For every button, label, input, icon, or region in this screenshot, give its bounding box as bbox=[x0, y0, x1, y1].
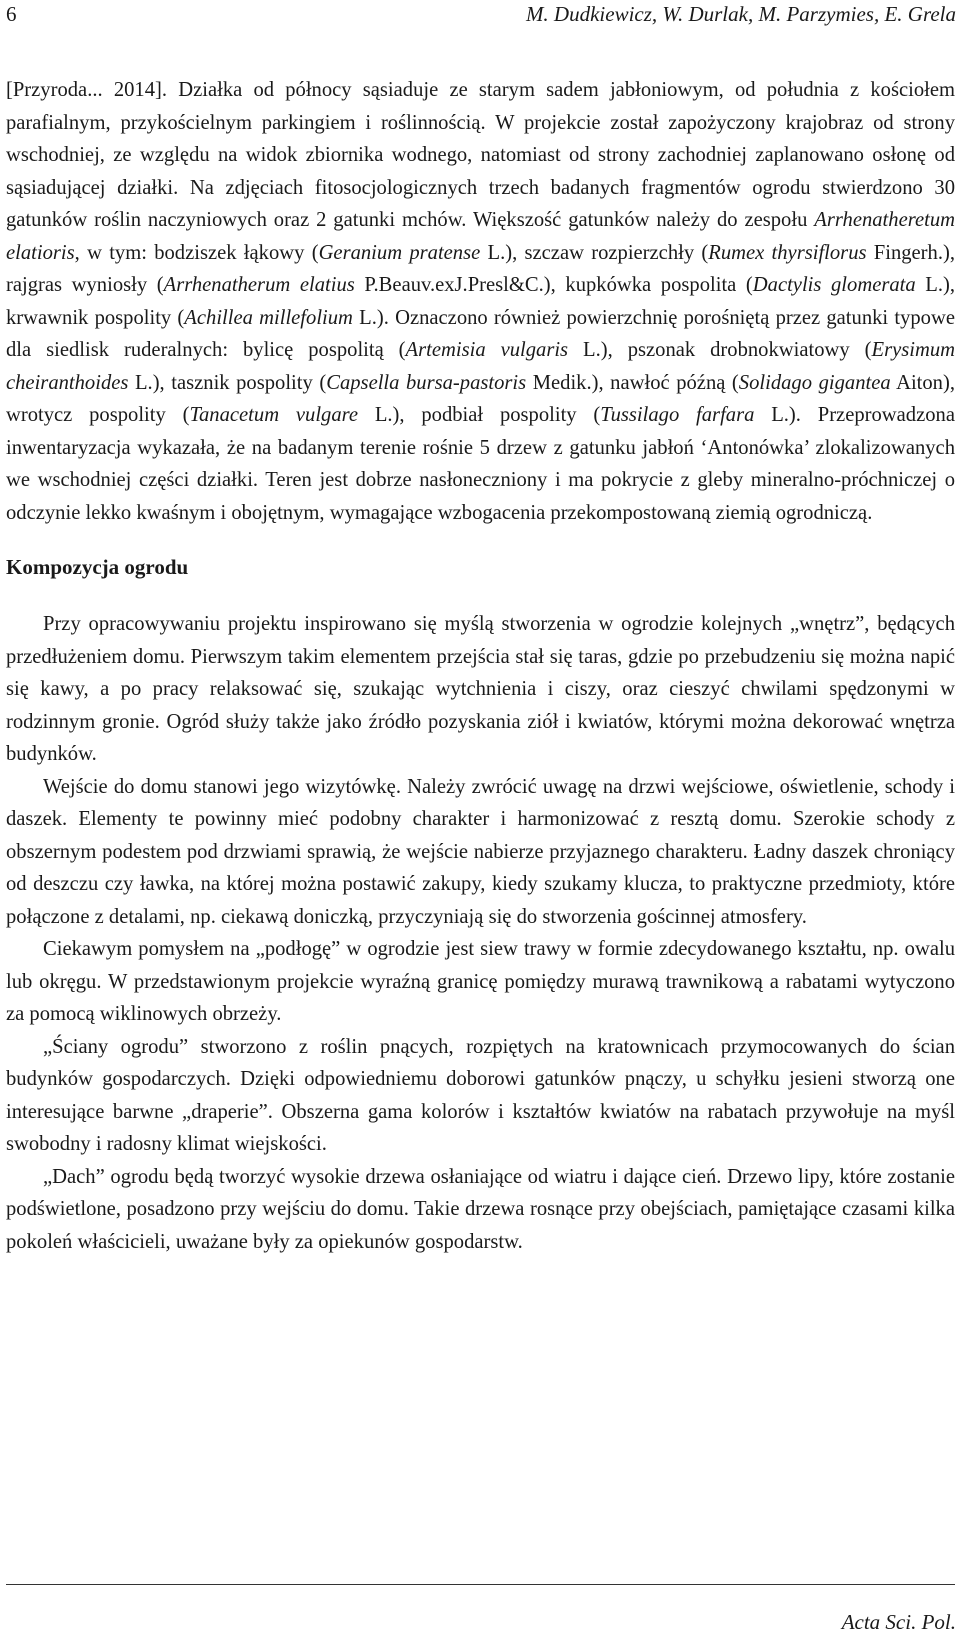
paragraph-site-description bbox=[6, 74, 955, 529]
text-run: Przy opracowywaniu projektu inspirowano się myślą stworzenia w ogrodzie kolejnych „wnętrz”, będących przedłużeniem domu. Pierwszym takim elementem przejścia stał się taras, gdzie po przebudzeniu się można napić się kawy, a po pracy relaksować się, szukając wytchnienia i ciszy, oraz cieszyć chwilami spędzonymi w rodzinnym gronie. Ogród służy także jako źródło pozyskania ziół i kwiatów, którymi można dekorować wnętrza budynków. bbox=[6, 613, 955, 765]
paragraph-garden-interiors bbox=[6, 608, 955, 771]
species-name: Tussilago farfara bbox=[600, 404, 755, 426]
text-run: Fingerh.), rajgras wyniosły ( bbox=[6, 241, 955, 296]
text-run: „Ściany ogrodu” stworzono z roślin pnących, rozpiętych na kratownicach przymocowanych do ścian budynków gospodarczych. Dzięki odpowiedniemu doborowi gatunków pnączy, u schyłku jesieni stworzą one interesujące barwne „draperie”. Obszerna gama kolorów i kształtów kwiatów na rabatach przywołuje na myśl swobodny i radosny klimat wiejskości. bbox=[6, 1035, 955, 1155]
body-text bbox=[6, 74, 955, 1258]
species-name: Tanacetum vulgare bbox=[189, 404, 359, 426]
species-name: Dactylis glomerata bbox=[752, 274, 916, 296]
species-name: Achillea millefolium bbox=[184, 306, 353, 329]
species-name: Solidago gigantea bbox=[738, 371, 891, 394]
text-run: Aiton), wrotycz pospolity ( bbox=[6, 371, 955, 426]
species-name: Arrhenatherum elatius bbox=[163, 274, 355, 296]
paragraph-roof bbox=[6, 1161, 955, 1259]
species-name: Erysimum cheiranthoides bbox=[6, 339, 955, 394]
journal-name: Acta Sci. Pol. bbox=[841, 1610, 956, 1634]
text-run: L.), krwawnik pospolity ( bbox=[6, 274, 956, 329]
species-name: Capsella bursa-pastoris bbox=[326, 371, 527, 394]
text-run: L.), szczaw rozpierzchły ( bbox=[480, 241, 709, 264]
species-name: Artemisia vulgaris bbox=[405, 339, 569, 361]
text-run: L.), podbiał pospolity ( bbox=[358, 404, 601, 426]
page-number: 6 bbox=[6, 2, 17, 26]
text-run: L.), pszonak drobnokwiatowy ( bbox=[568, 339, 872, 361]
text-run: [Przyroda... 2014]. Działka od północy sąsiaduje ze starym sadem jabłoniowym, od południa z kościołem parafialnym, przykościelnym parkingiem i roślinnością. W projekcie został zapożyczony krajobraz od strony wschodniej, ze względu na widok zbiornika wodnego, natomiast od strony zachodniej zaplanowano osłonę od sąsiadującej działki. Na zdjęciach fitosocjologicznych trzech badanych fragmentów ogrodu stwierdzono 30 gatunków roślin naczyniowych oraz 2 gatunki mchów. Większość gatunków należy do zespołu bbox=[6, 79, 955, 231]
paragraph-walls bbox=[6, 1031, 955, 1161]
text-run: , w tym: bodziszek łąkowy ( bbox=[74, 241, 319, 264]
text-run: Ciekawym pomysłem na „podłogę” w ogrodzie jest siew trawy w formie zdecydowanego kształtu, np. owalu lub okręgu. W przedstawionym projekcie wyraźną granicę pomiędzy murawą trawnikową a rabatami wytyczono za pomocą wiklinowych obrzeży. bbox=[6, 938, 955, 1025]
section-heading: Kompozycja ogrodu bbox=[6, 555, 189, 579]
text-run: Wejście do domu stanowi jego wizytówkę. Należy zwrócić uwagę na drzwi wejściowe, oświetlenie, schody i daszek. Elementy te powinny mieć podobny charakter i harmonizować z resztą domu. Szerokie schody z obszernym podestem pod drzwiami sprawią, że wejście nabierze przyjaznego charakteru. Ładny daszek chroniący od deszczu czy ławka, na której można postawić zakupy, kiedy szukamy klucza, to praktyczne przedmioty, które połączone z detalami, np. ciekawą doniczką, przyczyniają się do stworzenia gościnnej atmosfery. bbox=[6, 775, 955, 928]
text-run: L.), tasznik pospolity ( bbox=[128, 371, 327, 394]
text-run: L.). Oznaczono również powierzchnię porośniętą przez gatunki typowe dla siedlisk ruderalnych: bylicę pospolitą ( bbox=[6, 306, 955, 361]
text-run: L.). Przeprowadzona inwentaryzacja wykazała, że na badanym terenie rośnie 5 drzew z gatunku jabłoń ‘Antonówka’ zlokalizowanych we wschodniej części działki. Teren jest dobrze nasłoneczniony i ma pokrycie z gleby mineralno-próchniczej o odczynie lekko kwaśnym i obojętnym, wymagające wzbogacenia przekompostowaną ziemią ogrodniczą. bbox=[6, 404, 955, 524]
text-run: Medik.), nawłoć późną ( bbox=[526, 371, 739, 394]
species-name: Rumex thyrsiflorus bbox=[708, 241, 867, 264]
species-name: Geranium pratense bbox=[318, 241, 481, 264]
running-head-authors: M. Dudkiewicz, W. Durlak, M. Parzymies, E. Grela bbox=[525, 2, 956, 26]
footer-rule bbox=[6, 1584, 955, 1585]
text-run: „Dach” ogrodu będą tworzyć wysokie drzewa osłaniające od wiatru i dające cień. Drzewo lipy, które zostanie podświetlone, posadzono przy wejściu do domu. Takie drzewa rosnące przy obejściach, pamiętające czasami kilka pokoleń właścicieli, uważane były za opiekunów gospodarstw. bbox=[6, 1165, 955, 1253]
paragraph-entrance bbox=[6, 771, 955, 934]
text-run: P.Beauv.exJ.Presl&C.), kupkówka pospolita ( bbox=[354, 274, 753, 296]
species-name: Arrhenatheretum elatioris bbox=[6, 209, 955, 264]
paragraph-floor bbox=[6, 933, 955, 1031]
